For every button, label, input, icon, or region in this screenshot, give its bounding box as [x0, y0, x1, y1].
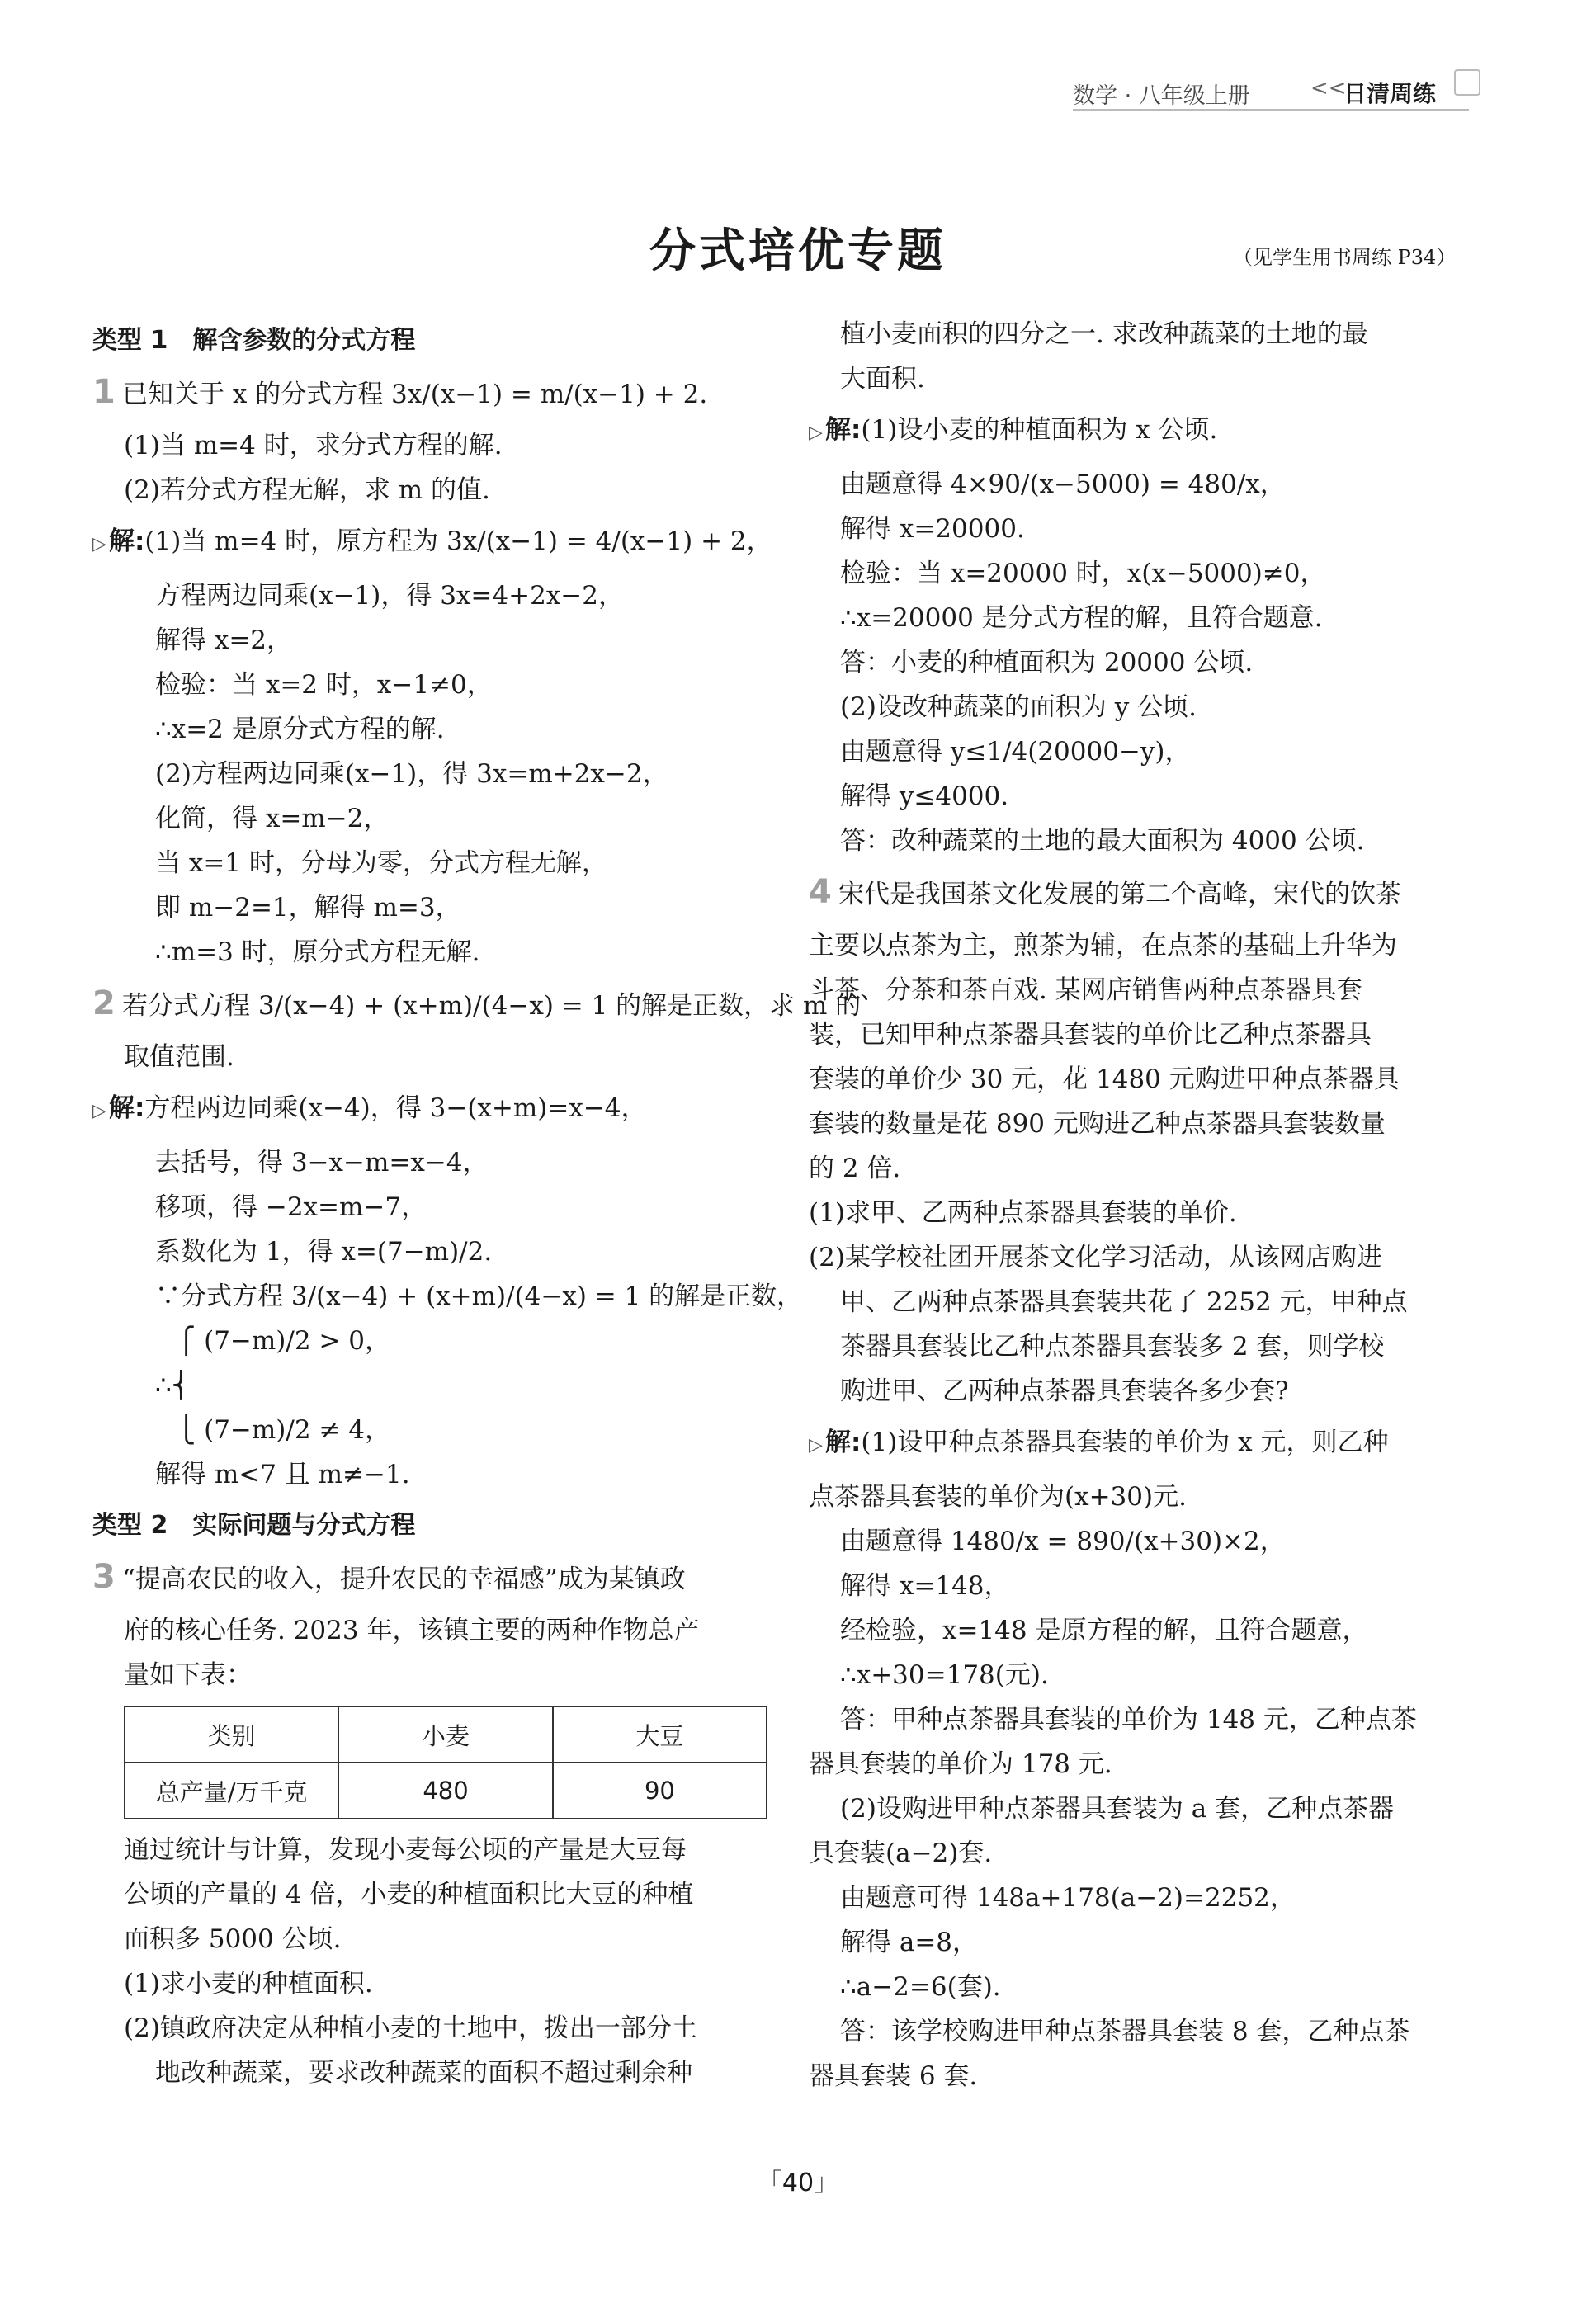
text-line: 移项，得 −2x=m−7，	[155, 1192, 427, 1222]
text-line: 方程两边同乘(x−1)，得 3x=4+2x−2，	[155, 581, 625, 611]
page-title: 分式培优专题	[649, 224, 947, 278]
text-line: 即 m−2=1，解得 m=3，	[155, 893, 461, 923]
question-text: 宋代是我国茶文化发展的第二个高峰，宋代的饮茶	[838, 880, 1401, 909]
table-cell: 90	[553, 1763, 767, 1819]
chevron-left-icon: <<	[1310, 76, 1347, 101]
text-line: 量如下表：	[124, 1660, 252, 1690]
solution-text: (1)设甲种点茶器具套装的单价为 x 元，则乙种	[861, 1428, 1389, 1457]
text-line: 购进甲、乙两种点茶器具套装各多少套?	[840, 1376, 1289, 1406]
triangle-marker-icon: ▷	[92, 1101, 106, 1121]
triangle-marker-icon: ▷	[809, 422, 823, 443]
question-line	[92, 363, 777, 423]
table-header-cell: 小麦	[338, 1706, 553, 1763]
solution-line	[92, 512, 777, 573]
question-number: 2	[92, 984, 116, 1022]
text-line: 植小麦面积的四分之一. 求改种蔬菜的土地的最	[840, 319, 1368, 349]
table-header-cell: 类别	[125, 1706, 338, 1763]
text-line: 点茶器具套装的单价为(x+30)元.	[809, 1482, 1187, 1512]
title-reference-note: （见学生用书周练 P34）	[1233, 246, 1457, 269]
text-line: 解得 a=8，	[840, 1928, 979, 1957]
text-line: 答：改种蔬菜的土地的最大面积为 4000 公顷.	[840, 826, 1365, 856]
text-line: 解得 m<7 且 m≠−1.	[155, 1460, 410, 1489]
text-line: 器具套装的单价为 178 元.	[809, 1749, 1112, 1779]
text-line: ⎩ (7−m)/2 ≠ 4，	[177, 1415, 390, 1445]
text-line: 套装的数量是花 890 元购进乙种点茶器具套装数量	[809, 1109, 1386, 1139]
text-line: 斗茶、分茶和茶百戏. 某网店销售两种点茶器具套	[809, 975, 1362, 1005]
text-line: ⎧ (7−m)/2 > 0，	[177, 1326, 390, 1356]
table-cell: 480	[338, 1763, 553, 1819]
table-row	[125, 1763, 767, 1819]
text-line: (2)方程两边同乘(x−1)，得 3x=m+2x−2，	[155, 759, 668, 789]
text-line: 答：甲种点茶器具套装的单价为 148 元，乙种点茶	[840, 1705, 1417, 1735]
text-line: 大面积.	[840, 364, 925, 394]
solution-line	[809, 401, 1494, 462]
text-line: 由题意得 1480/x = 890/(x+30)×2，	[840, 1527, 1286, 1556]
text-line: 公顷的产量的 4 倍，小麦的种植面积比大豆的种植	[124, 1880, 694, 1909]
question-text: 已知关于 x 的分式方程 3x/(x−1) = m/(x−1) + 2.	[122, 380, 708, 409]
text-line: 解得 x=20000.	[840, 514, 1025, 544]
question-text: “提高农民的收入，提升农民的幸福感”成为某镇政	[122, 1565, 686, 1594]
text-line: 解得 x=148，	[840, 1571, 1010, 1601]
text-line: ∴x=20000 是分式方程的解，且符合题意.	[840, 603, 1323, 633]
question-number: 3	[92, 1558, 116, 1596]
page-header	[1073, 73, 1502, 112]
text-line: (1)当 m=4 时，求分式方程的解.	[124, 431, 503, 460]
text-line: (1)求小麦的种植面积.	[124, 1969, 373, 1999]
table-header-row	[125, 1706, 767, 1763]
solution-line	[92, 1079, 777, 1140]
corner-box-icon	[1454, 69, 1480, 96]
text-line: (2)某学校社团开展茶文化学习活动，从该网店购进	[809, 1243, 1382, 1272]
text-line: (2)镇政府决定从种植小麦的土地中，拨出一部分土	[124, 2013, 697, 2043]
text-line: 甲、乙两种点茶器具套装共花了 2252 元，甲种点	[840, 1287, 1408, 1317]
text-line: 系数化为 1，得 x=(7−m)/2.	[155, 1237, 493, 1267]
solution-text: (1)当 m=4 时，原方程为 3x/(x−1) = 4/(x−1) + 2，	[144, 526, 772, 556]
text-line: 套装的单价少 30 元，花 1480 元购进甲种点茶器具	[809, 1064, 1400, 1094]
text-line: 具套装(a−2)套.	[809, 1838, 993, 1868]
question-line	[92, 1548, 777, 1608]
text-line: 茶器具套装比乙种点茶器具套装多 2 套，则学校	[840, 1332, 1385, 1362]
text-line: (2)设购进甲种点茶器具套装为 a 套，乙种点茶器	[840, 1794, 1395, 1824]
section-heading: 类型 1 解含参数的分式方程	[92, 326, 416, 355]
solution-text: 方程两边同乘(x−4)，得 3−(x+m)=x−4，	[144, 1093, 647, 1123]
text-line: 器具套装 6 套.	[809, 2061, 978, 2091]
solution-label: 解:	[825, 415, 862, 445]
text-line: 通过统计与计算，发现小麦每公顷的产量是大豆每	[124, 1835, 687, 1865]
text-line: 解得 y≤4000.	[840, 781, 1009, 811]
text-line: 面积多 5000 公顷.	[124, 1924, 342, 1954]
right-column	[809, 312, 1494, 2098]
text-line: 取值范围.	[124, 1042, 234, 1072]
solution-text: (1)设小麦的种植面积为 x 公顷.	[861, 415, 1218, 445]
text-line: 去括号，得 3−x−m=x−4，	[155, 1148, 489, 1178]
text-line: ∴a−2=6(套).	[840, 1972, 1001, 2002]
text-line: ∴x=2 是原分式方程的解.	[155, 715, 445, 744]
crop-yield-table	[124, 1706, 767, 1819]
text-line: ∴m=3 时，原分式方程无解.	[155, 937, 480, 967]
header-subject: 数学 · 八年级上册	[1073, 83, 1250, 109]
question-number: 1	[92, 373, 116, 411]
section-heading: 类型 2 实际问题与分式方程	[92, 1511, 416, 1540]
question-line	[92, 975, 862, 1035]
text-line: 答：小麦的种植面积为 20000 公顷.	[840, 648, 1254, 677]
question-number: 4	[809, 873, 832, 911]
triangle-marker-icon: ▷	[92, 534, 106, 555]
text-line: 化简，得 x=m−2，	[155, 804, 390, 833]
text-line: 的 2 倍.	[809, 1154, 901, 1183]
text-line: 由题意得 y≤1/4(20000−y)，	[840, 737, 1191, 767]
question-text: 若分式方程 3/(x−4) + (x+m)/(4−x) = 1 的解是正数，求 m 的	[122, 991, 862, 1021]
text-line: 检验：当 x=2 时，x−1≠0，	[155, 670, 493, 700]
text-line: 由题意得 4×90/(x−5000) = 480/x，	[840, 470, 1286, 499]
table-header-cell: 大豆	[553, 1706, 767, 1763]
text-line: ∴x+30=178(元).	[840, 1660, 1049, 1690]
text-line: 答：该学校购进甲种点茶器具套装 8 套，乙种点茶	[840, 2017, 1410, 2046]
solution-line	[809, 1414, 1494, 1475]
page-number: 「40」	[757, 2169, 839, 2197]
solution-label: 解:	[109, 1093, 145, 1123]
header-series: 日清周练	[1343, 80, 1437, 107]
text-line: 当 x=1 时，分母为零，分式方程无解，	[155, 848, 607, 878]
solution-label: 解:	[109, 526, 145, 556]
text-line: 主要以点茶为主，煎茶为辅，在点茶的基础上升华为	[809, 931, 1397, 960]
text-line: 经检验，x=148 是原方程的解，且符合题意，	[840, 1616, 1368, 1645]
text-line: 检验：当 x=20000 时，x(x−5000)≠0，	[840, 559, 1326, 588]
solution-label: 解:	[825, 1428, 862, 1457]
text-line: (2)设改种蔬菜的面积为 y 公顷.	[840, 692, 1197, 722]
text-line: ∵分式方程 3/(x−4) + (x+m)/(4−x) = 1 的解是正数，	[155, 1281, 803, 1311]
text-line: 地改种蔬菜，要求改种蔬菜的面积不超过剩余种	[155, 2058, 692, 2088]
triangle-marker-icon: ▷	[809, 1435, 823, 1456]
text-line: 装，已知甲种点茶器具套装的单价比乙种点茶器具	[809, 1020, 1372, 1050]
text-line: ∴⎨	[155, 1371, 191, 1400]
text-line: (2)若分式方程无解，求 m 的值.	[124, 475, 490, 505]
question-line	[809, 863, 1494, 923]
text-line: 府的核心任务. 2023 年，该镇主要的两种作物总产	[124, 1616, 700, 1645]
table-cell: 总产量/万千克	[125, 1763, 338, 1819]
text-line: 由题意可得 148a+178(a−2)=2252，	[840, 1883, 1296, 1913]
text-line: (1)求甲、乙两种点茶器具套装的单价.	[809, 1198, 1237, 1228]
header-divider	[1073, 109, 1469, 111]
text-line: 解得 x=2，	[155, 625, 293, 655]
